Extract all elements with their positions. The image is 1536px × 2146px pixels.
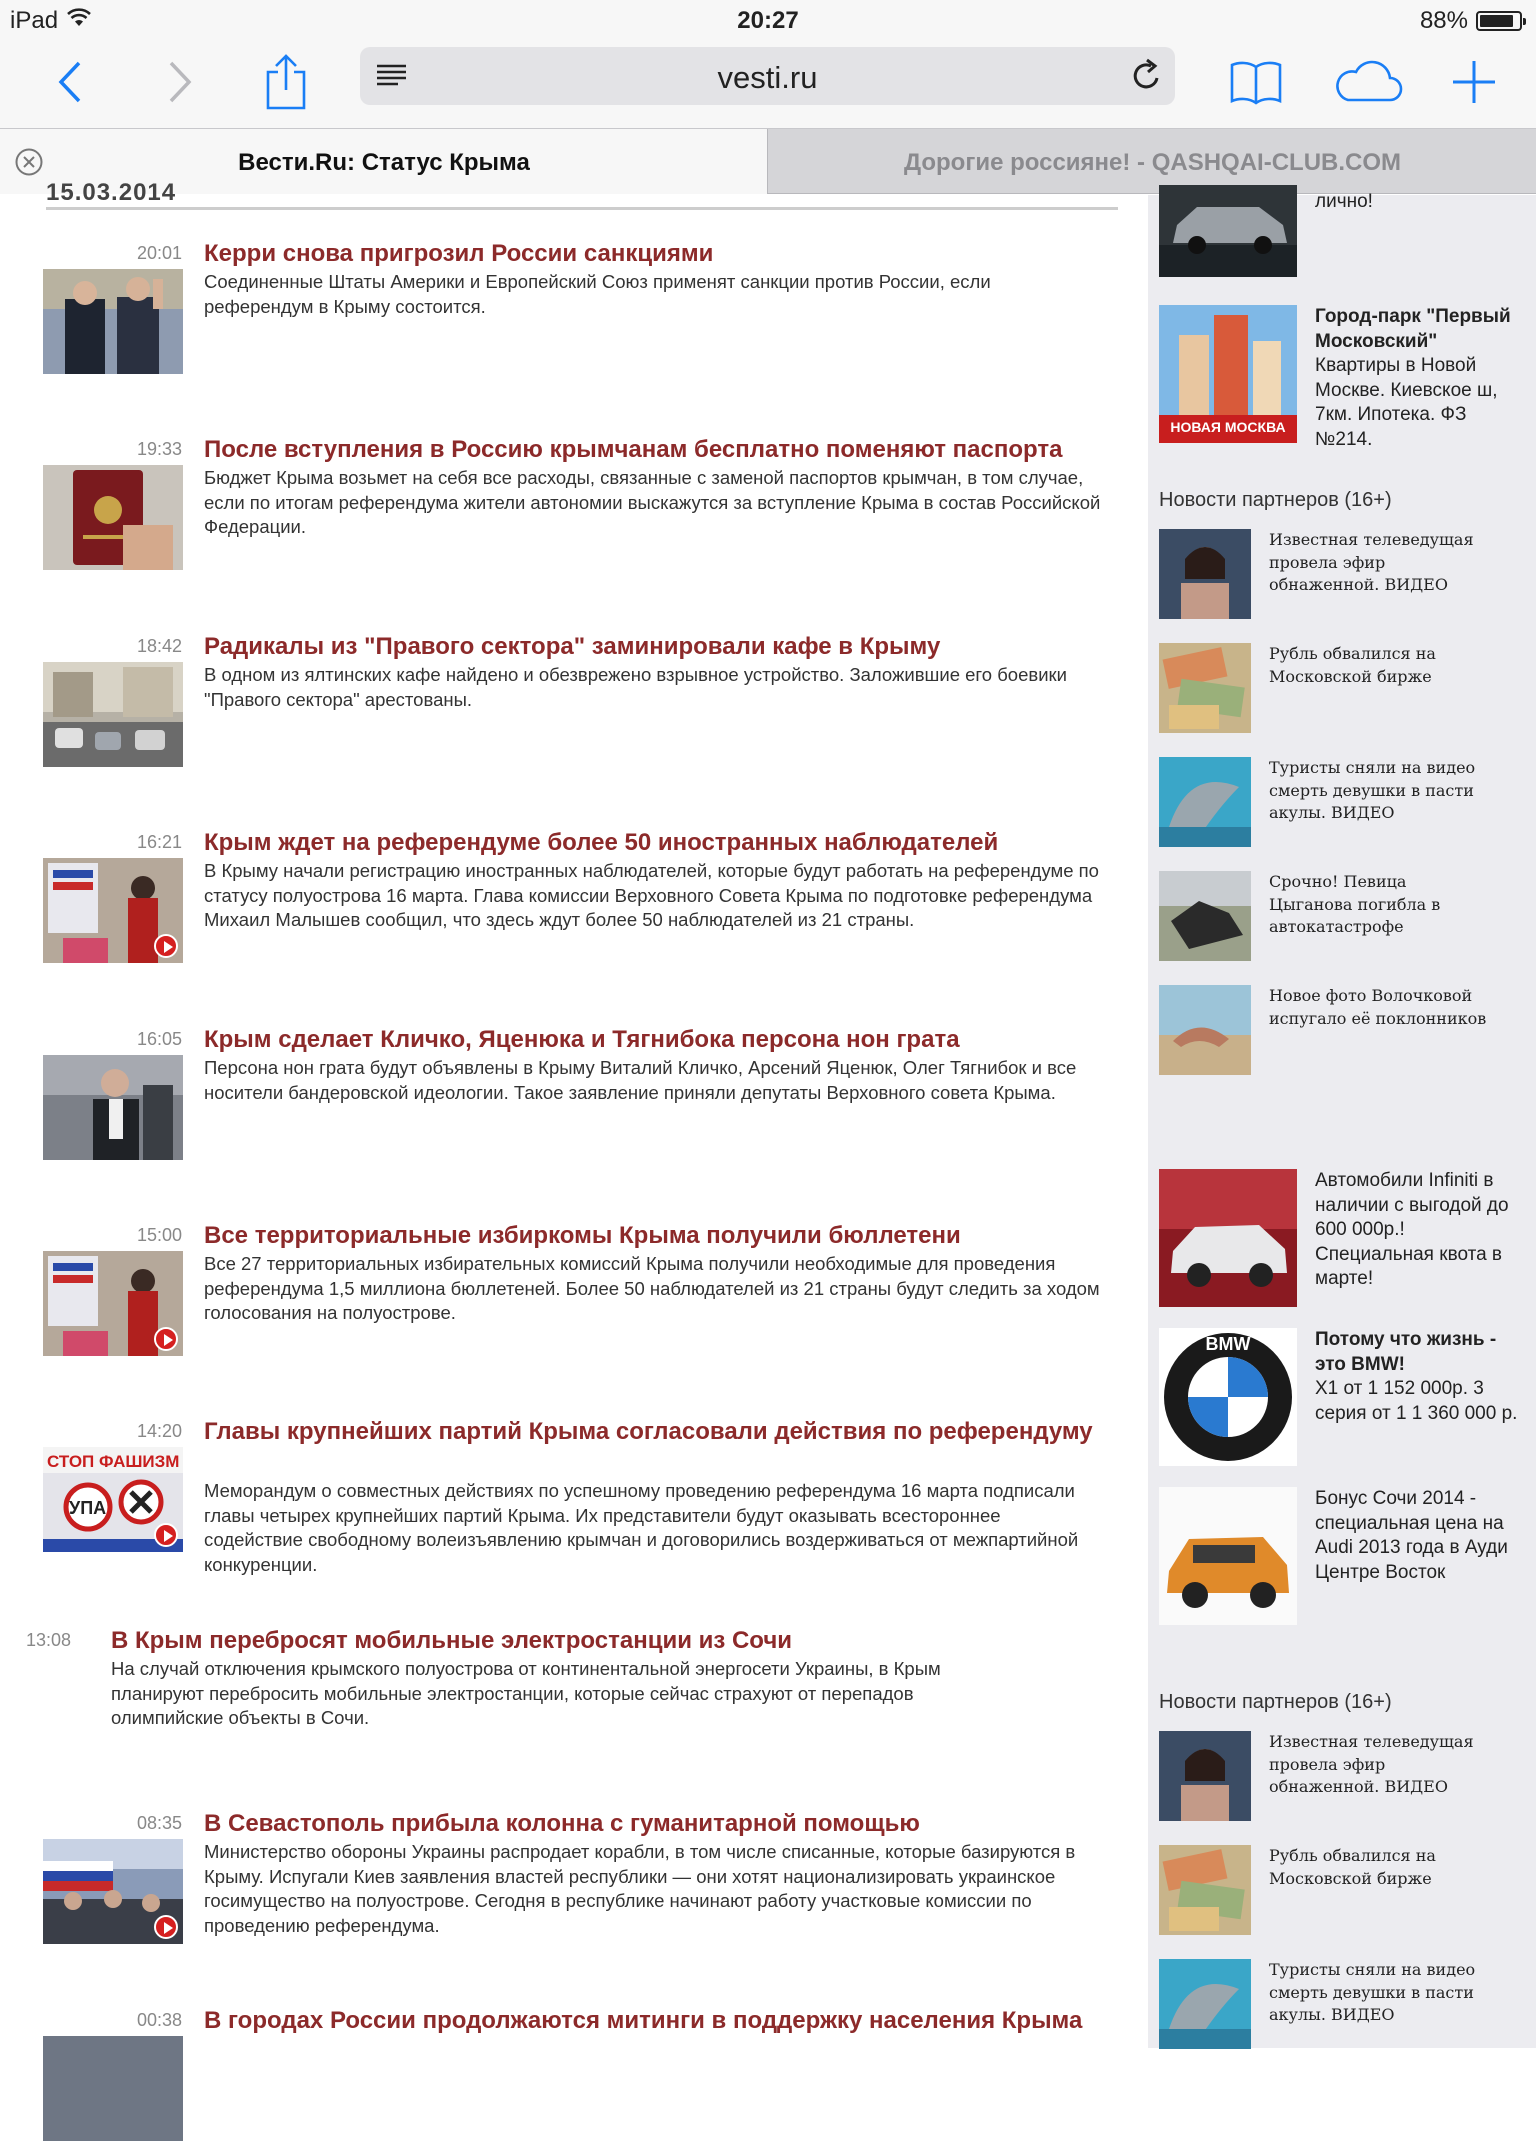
news-title[interactable]: Главы крупнейших партий Крыма согласовали действия по референдуму xyxy=(204,1418,1093,1445)
battery-percent: 88% xyxy=(1419,7,1468,34)
news-thumbnail[interactable] xyxy=(43,1251,183,1356)
news-thumbnail[interactable] xyxy=(43,1447,183,1552)
partner-news-text[interactable]: Новое фото Волочковой испугало её поклонников xyxy=(1269,986,1487,1028)
address-bar[interactable] xyxy=(360,47,1175,105)
news-summary: Министерство обороны Украины распродает корабли, в том числе списанные, которые базируются в Крыму. Испугали Киев заявления властей республики — они хотят национализировать украинское госимущество на полуострове. Сегодня в республике начинают работу участковые комиссии по проведению референдума. xyxy=(204,1841,1076,1936)
ad-text[interactable]: Бонус Сочи 2014 - специальная цена на Audi 2013 года в Ауди Центре Восток xyxy=(1315,1488,1508,1583)
sidebar xyxy=(1148,191,1536,2048)
cloud-icon xyxy=(1332,60,1404,104)
news-summary: На случай отключения крымского полуострова от континентальной энергосети Украины, в Крым планируют перебросить мобильные электростанции, которые сейчас страхуют от перепадов олимпийские объекты в Сочи. xyxy=(111,1658,941,1728)
news-thumbnail[interactable] xyxy=(43,465,183,570)
ad-title: Город-парк "Первый Московский" xyxy=(1315,306,1511,352)
partner-news-text[interactable]: Туристы сняли на видео смерть девушки в пасти акулы. ВИДЕО xyxy=(1269,758,1476,822)
news-title[interactable]: Все территориальные избиркомы Крыма получили бюллетени xyxy=(204,1222,961,1249)
thumb-sign-text-2: УПА xyxy=(69,1498,107,1518)
news-thumbnail[interactable] xyxy=(43,269,183,374)
news-summary: Бюджет Крыма возьмет на себя все расходы, связанные с заменой паспортов крымчан, в том случае, если по итогам референдума жители автономии выскажутся за вступление Крыма в состав Российской Федерации. xyxy=(204,467,1101,537)
ad-image[interactable] xyxy=(1159,1328,1297,1466)
thumb-sign-text: СТОП ФАШИЗМ xyxy=(47,1452,180,1471)
partner-thumbnail[interactable] xyxy=(1159,757,1251,847)
news-column xyxy=(0,179,1148,2048)
news-time: 18:42 xyxy=(136,636,182,656)
tab-title-inactive: Дорогие россияне! - QASHQAI-CLUB.COM xyxy=(903,149,1402,176)
reload-icon[interactable] xyxy=(1129,58,1163,99)
url-text: vesti.ru xyxy=(717,60,818,95)
news-thumbnail[interactable] xyxy=(43,2036,183,2141)
partner-thumbnail[interactable] xyxy=(1159,643,1251,733)
partner-news-text[interactable]: Срочно! Певица Цыганова погибла в автокатастрофе xyxy=(1269,872,1441,936)
back-button[interactable] xyxy=(38,50,102,114)
video-play-icon xyxy=(154,1523,178,1547)
ad-bmw[interactable] xyxy=(1159,1328,1529,1468)
device-name: iPad xyxy=(10,7,59,34)
ad-body: X1 от 1 152 000р. 3 серия от 1 1 360 000 р. xyxy=(1315,1378,1518,1424)
status-right xyxy=(1420,7,1522,35)
ad-text[interactable] xyxy=(1315,1328,1529,1426)
news-summary: Соединенные Штаты Америки и Европейский Союз применят санкции против России, если референдум в Крыму состоится. xyxy=(204,271,991,317)
news-thumbnail[interactable] xyxy=(43,662,183,767)
ad-badge: НОВАЯ МОСКВА xyxy=(1170,419,1286,435)
news-title[interactable]: Радикалы из "Правого сектора" заминировали кафе в Крыму xyxy=(204,633,941,660)
news-summary: Персона нон грата будут объявлены в Крыму Виталий Кличко, Арсений Яценюк, Олег Тягнибок и все носители бандеровской идеологии. Такое заявление приняли депутаты Верховного совета Крыма. xyxy=(204,1057,1077,1103)
partner-thumbnail[interactable] xyxy=(1159,871,1251,961)
page-content xyxy=(0,179,1536,2048)
news-summary: Все 27 территориальных избирательных комиссий Крыма получили необходимые для проведения референдума 1,5 миллиона бюллетеней. Более 50 наблюдателей из 21 страны будут следить за ходом голосования на полуострове. xyxy=(204,1253,1100,1323)
news-time: 08:35 xyxy=(136,1813,182,1833)
news-time: 20:01 xyxy=(136,243,182,263)
date-heading: 15.03.2014 xyxy=(46,179,177,206)
partner-news-text[interactable]: Рубль обвалился на Московской бирже xyxy=(1269,644,1436,686)
battery-icon xyxy=(1476,11,1522,31)
news-thumbnail[interactable] xyxy=(43,1839,183,1944)
partner-thumbnail[interactable] xyxy=(1159,1845,1251,1935)
news-title[interactable]: В городах России продолжаются митинги в поддержку населения Крыма xyxy=(204,2007,1083,2034)
battery-level xyxy=(1480,15,1513,27)
news-title[interactable]: Крым сделает Кличко, Яценюка и Тягнибока персона нон грата xyxy=(204,1026,960,1053)
clock: 20:27 xyxy=(737,7,799,34)
news-title[interactable]: После вступления в Россию крымчанам бесплатно поменяют паспорта xyxy=(204,436,1063,463)
icloud-tabs-button[interactable] xyxy=(1336,50,1400,114)
news-summary: Меморандум о совместных действиях по успешному проведению референдума 16 марта подписали главы четырех крупнейших партий Крыма. Их представители будут оказывать всестороннее содействие свободному волеизъявлению крымчан и договорились воздерживаться от межпартийной конкуренции. xyxy=(204,1480,1079,1575)
ad-text[interactable]: Автомобили Infiniti в наличии с выгодой до 600 000р.! Специальная квота в марте! xyxy=(1315,1170,1509,1289)
video-play-icon xyxy=(154,1327,178,1351)
status-bar xyxy=(0,0,1536,40)
news-title[interactable]: В Севастополь прибыла колонна с гуманитарной помощью xyxy=(204,1810,920,1837)
partner-thumbnail[interactable] xyxy=(1159,529,1251,619)
ad-image[interactable] xyxy=(1159,1169,1297,1307)
news-title[interactable]: Крым ждет на референдуме более 50 иностранных наблюдателей xyxy=(204,829,999,856)
new-tab-button[interactable] xyxy=(1442,50,1506,114)
ad-image[interactable] xyxy=(1159,1487,1297,1625)
partner-news-text[interactable]: Туристы сняли на видео смерть девушки в пасти акулы. ВИДЕО xyxy=(1269,1960,1476,2024)
news-time: 19:33 xyxy=(136,439,182,459)
ad-top[interactable] xyxy=(1159,185,1529,285)
partner-news-text[interactable]: Известная телеведущая провела эфир обнаженной. ВИДЕО xyxy=(1269,530,1474,594)
partners-heading-2: Новости партнеров (16+) xyxy=(1159,1691,1392,1713)
partner-thumbnail[interactable] xyxy=(1159,1731,1251,1821)
partners-heading: Новости партнеров (16+) xyxy=(1159,489,1392,511)
ad-city-park[interactable] xyxy=(1159,305,1529,450)
ad-image[interactable] xyxy=(1159,185,1297,277)
news-thumbnail[interactable] xyxy=(43,1055,183,1160)
tab-title-active: Вести.Ru: Статус Крыма xyxy=(238,149,530,176)
video-play-icon xyxy=(154,934,178,958)
partner-news-text[interactable]: Известная телеведущая провела эфир обнаженной. ВИДЕО xyxy=(1269,1732,1474,1796)
ad-body: Квартиры в Новой Москве. Киевское ш, 7км. Ипотека. ФЗ №214. xyxy=(1315,355,1498,450)
news-title[interactable]: В Крым перебросят мобильные электростанции из Сочи xyxy=(111,1627,793,1654)
news-summary: В одном из ялтинских кафе найдено и обезврежено взрывное устройство. Заложившие его боевики "Правого сектора" арестованы. xyxy=(204,664,1067,710)
browser-toolbar xyxy=(0,40,1536,128)
share-button[interactable] xyxy=(254,50,318,114)
partner-thumbnail[interactable] xyxy=(1159,985,1251,1075)
ad-infiniti[interactable] xyxy=(1159,1169,1529,1309)
ad-title: Потому что жизнь - это BMW! xyxy=(1315,1329,1497,1375)
bookmarks-button[interactable] xyxy=(1224,50,1288,114)
ad-text[interactable] xyxy=(1315,305,1529,452)
chevron-right-icon xyxy=(165,59,195,105)
video-play-icon xyxy=(154,1915,178,1939)
news-time: 13:08 xyxy=(26,1630,72,1650)
news-summary: В Крыму начали регистрацию иностранных наблюдателей, которые будут работать на референдуме по статусу полуострова 16 марта. Глава комиссии Верховного Совета Крыма по подготовке референдума Михаил Малышев сообщил, что здесь ждут более 50 наблюдателей из 21 страны. xyxy=(204,860,1099,930)
chevron-left-icon xyxy=(55,59,85,105)
news-thumbnail[interactable] xyxy=(43,858,183,963)
ad-image[interactable] xyxy=(1159,305,1297,443)
divider xyxy=(46,207,1118,210)
book-icon xyxy=(1229,59,1283,105)
share-icon xyxy=(264,54,308,110)
news-title[interactable]: Керри снова пригрозил России санкциями xyxy=(204,240,714,267)
news-time: 14:20 xyxy=(136,1421,182,1441)
ad-audi[interactable] xyxy=(1159,1487,1529,1627)
partner-news-text[interactable]: Рубль обвалился на Московской бирже xyxy=(1269,1846,1436,1888)
bmw-logo-text: BMW xyxy=(1205,1334,1251,1354)
partner-thumbnail[interactable] xyxy=(1159,1959,1251,2049)
news-time: 16:21 xyxy=(136,832,182,852)
news-time: 00:38 xyxy=(136,2010,182,2030)
ad-text[interactable]: лично! xyxy=(1315,191,1373,212)
forward-button[interactable] xyxy=(148,50,212,114)
news-time: 16:05 xyxy=(136,1029,182,1049)
plus-icon xyxy=(1451,59,1497,105)
news-time: 15:00 xyxy=(136,1225,182,1245)
